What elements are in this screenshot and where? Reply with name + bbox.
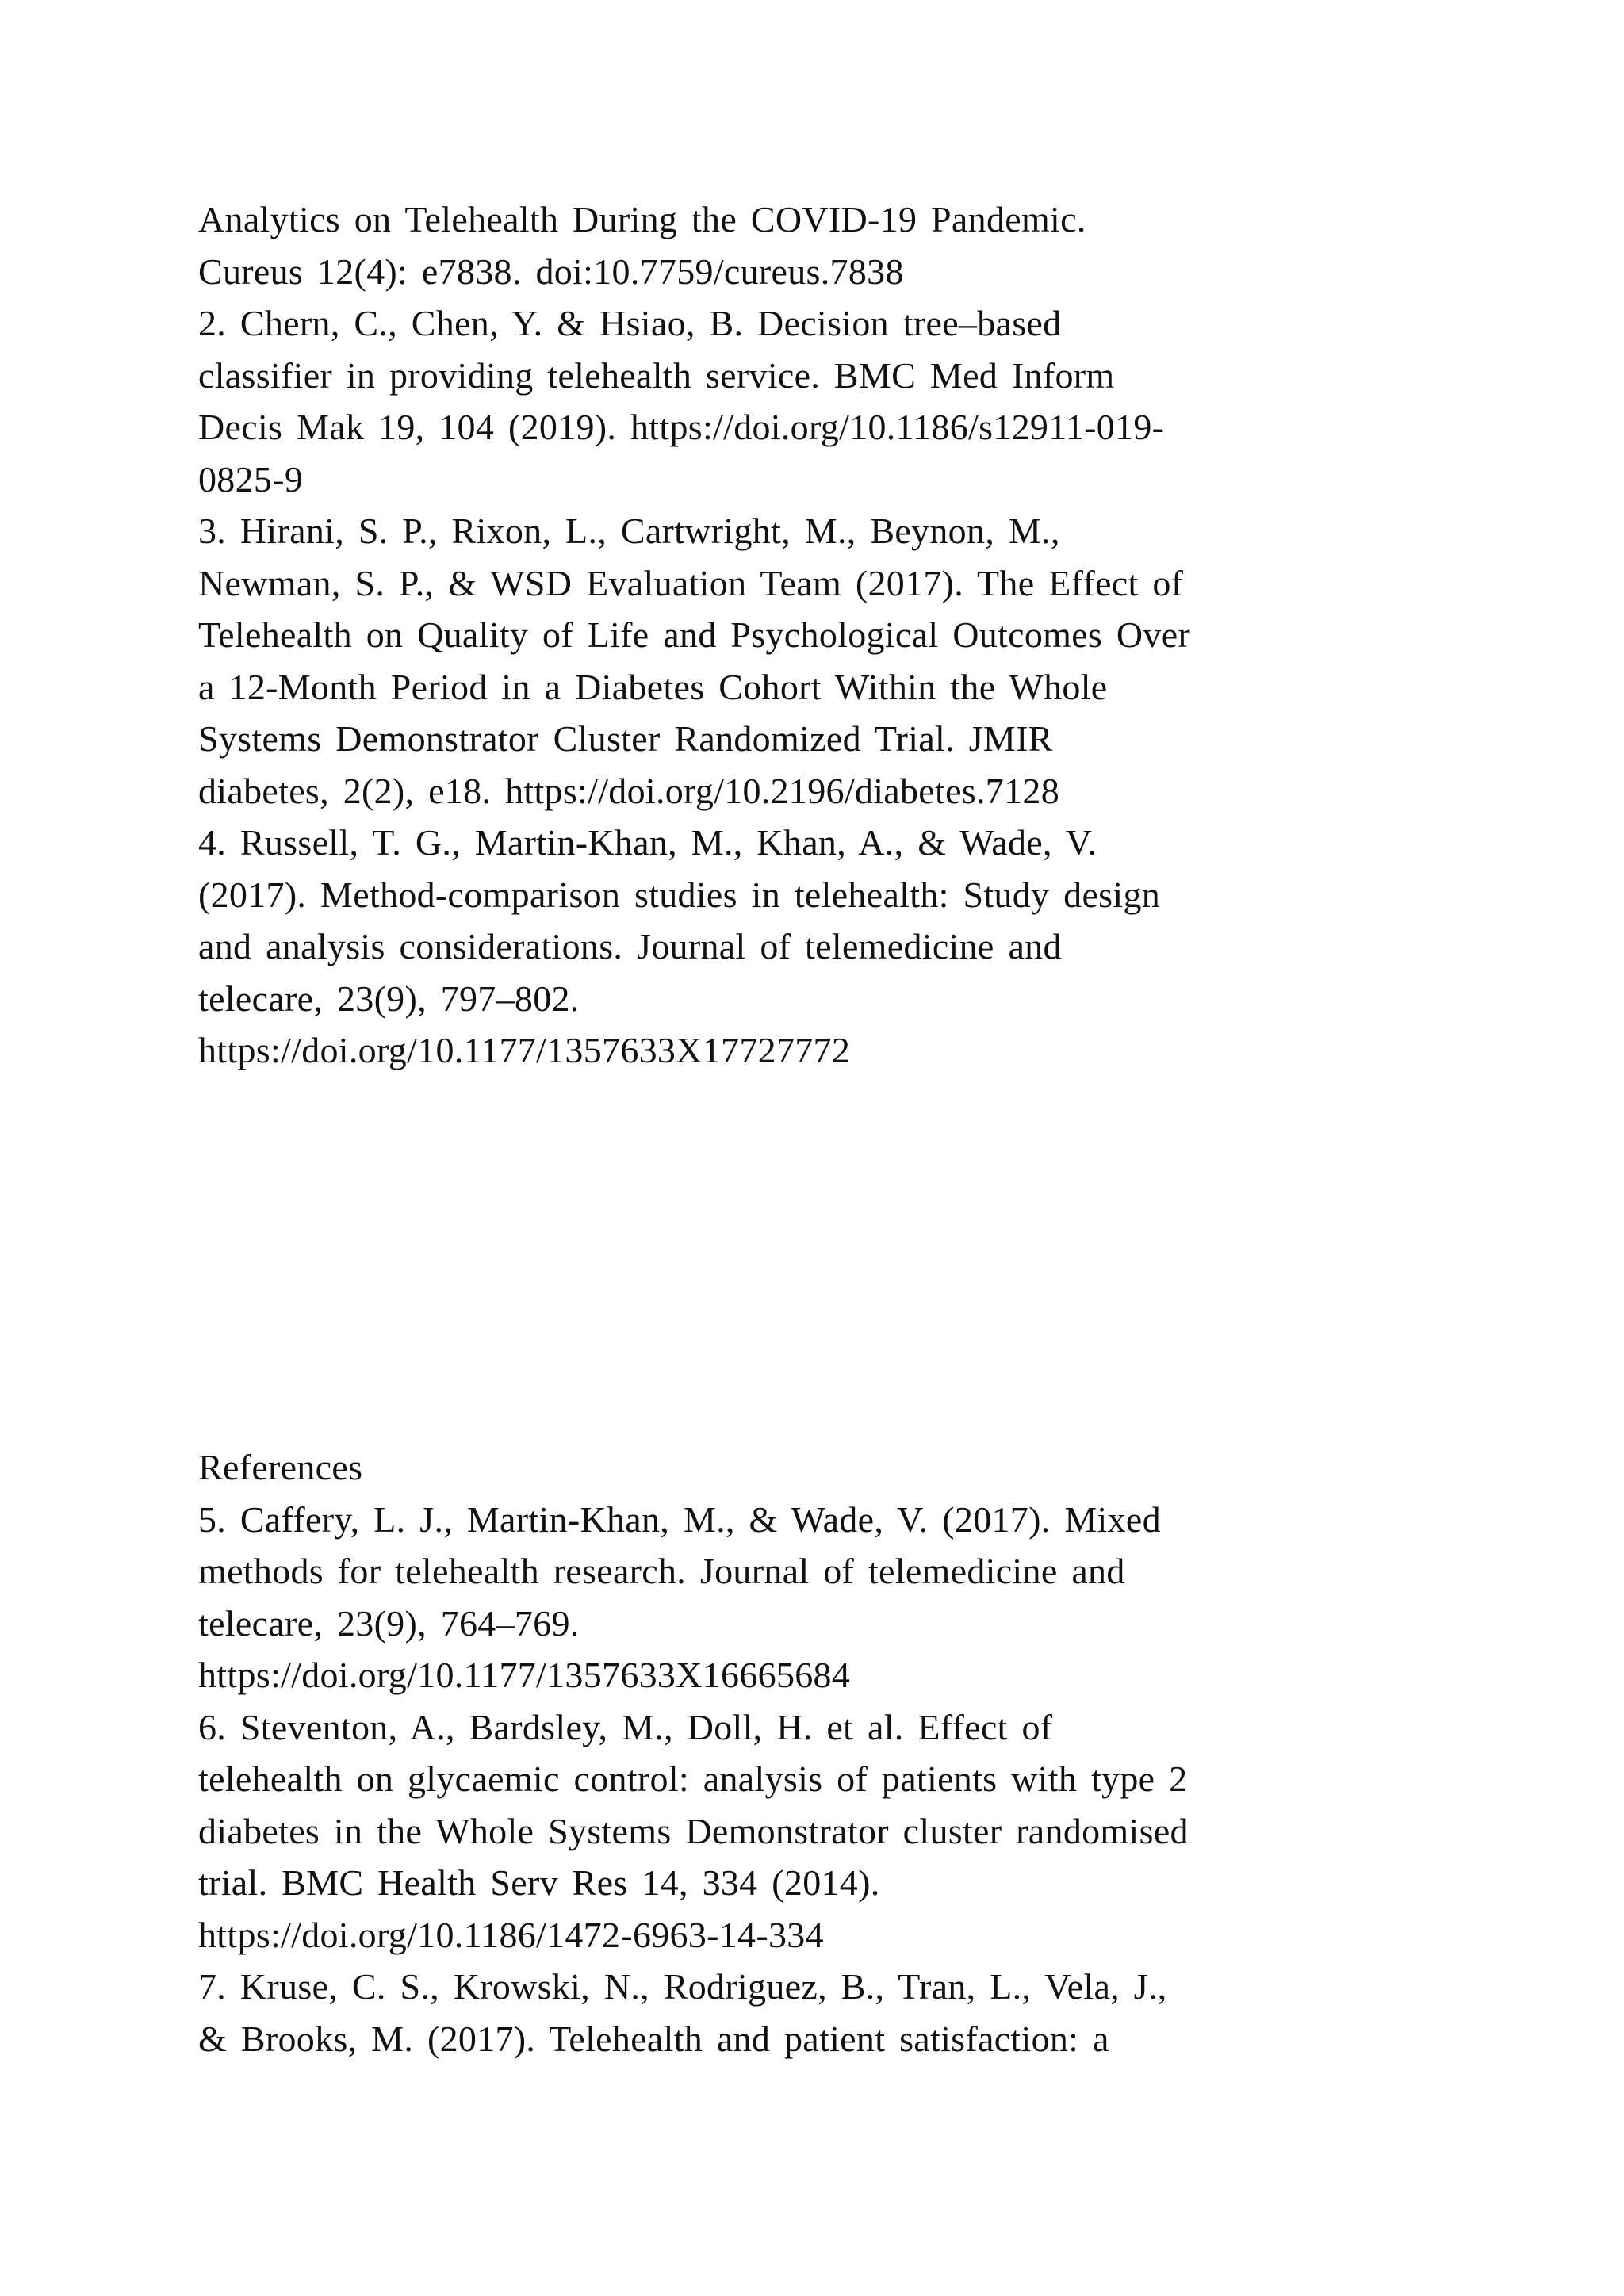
text-line: https://doi.org/10.1177/1357633X17727772 — [198, 1030, 851, 1070]
references-block — [198, 1441, 1451, 2064]
text-line: and analysis considerations. Journal of telemedicine and — [198, 926, 1062, 966]
text-line: a 12-Month Period in a Diabetes Cohort Within the Whole — [198, 666, 1108, 707]
references-heading: References — [198, 1447, 363, 1487]
text-line: 4. Russell, T. G., Martin-Khan, M., Khan, A., & Wade, V. — [198, 822, 1097, 863]
text-line: Newman, S. P., & WSD Evaluation Team (2017). The Effect of — [198, 562, 1184, 603]
text-line: telecare, 23(9), 764–769. — [198, 1602, 580, 1644]
text-line: Systems Demonstrator Cluster Randomized Trial. JMIR — [198, 718, 1053, 759]
references-continued-block — [198, 193, 1451, 1077]
text-line: 3. Hirani, S. P., Rixon, L., Cartwright, M., Beynon, M., — [198, 511, 1060, 551]
text-line: trial. BMC Health Serv Res 14, 334 (2014). — [198, 1862, 880, 1903]
text-line: Telehealth on Quality of Life and Psychological Outcomes Over — [198, 614, 1191, 655]
text-line: 0825-9 — [198, 458, 304, 499]
text-line: Analytics on Telehealth During the COVID-19 Pandemic. — [198, 199, 1086, 239]
text-line: diabetes in the Whole Systems Demonstrator cluster randomised — [198, 1810, 1189, 1851]
text-line: (2017). Method-comparison studies in telehealth: Study design — [198, 874, 1161, 915]
text-line: telehealth on glycaemic control: analysis of patients with type 2 — [198, 1758, 1188, 1799]
text-line: diabetes, 2(2), e18. https://doi.org/10.2196/diabetes.7128 — [198, 770, 1060, 811]
text-line: classifier in providing telehealth service. BMC Med Inform — [198, 354, 1115, 396]
text-line: Decis Mak 19, 104 (2019). https://doi.org/10.1186/s12911-019- — [198, 407, 1165, 447]
text-line: https://doi.org/10.1177/1357633X16665684 — [198, 1655, 851, 1695]
text-line: 6. Steventon, A., Bardsley, M., Doll, H. et al. Effect of — [198, 1706, 1053, 1747]
text-line: 7. Kruse, C. S., Krowski, N., Rodriguez, B., Tran, L., Vela, J., — [198, 1966, 1167, 2007]
text-line: 5. Caffery, L. J., Martin-Khan, M., & Wade, V. (2017). Mixed — [198, 1498, 1161, 1540]
text-line: https://doi.org/10.1186/1472-6963-14-334 — [198, 1914, 824, 1955]
text-line: Cureus 12(4): e7838. doi:10.7759/cureus.7838 — [198, 251, 904, 292]
text-line: 2. Chern, C., Chen, Y. & Hsiao, B. Decision tree–based — [198, 303, 1062, 343]
text-line: & Brooks, M. (2017). Telehealth and patient satisfaction: a — [198, 2018, 1109, 2059]
text-line: methods for telehealth research. Journal of telemedicine and — [198, 1551, 1125, 1591]
text-line: telecare, 23(9), 797–802. — [198, 978, 580, 1019]
